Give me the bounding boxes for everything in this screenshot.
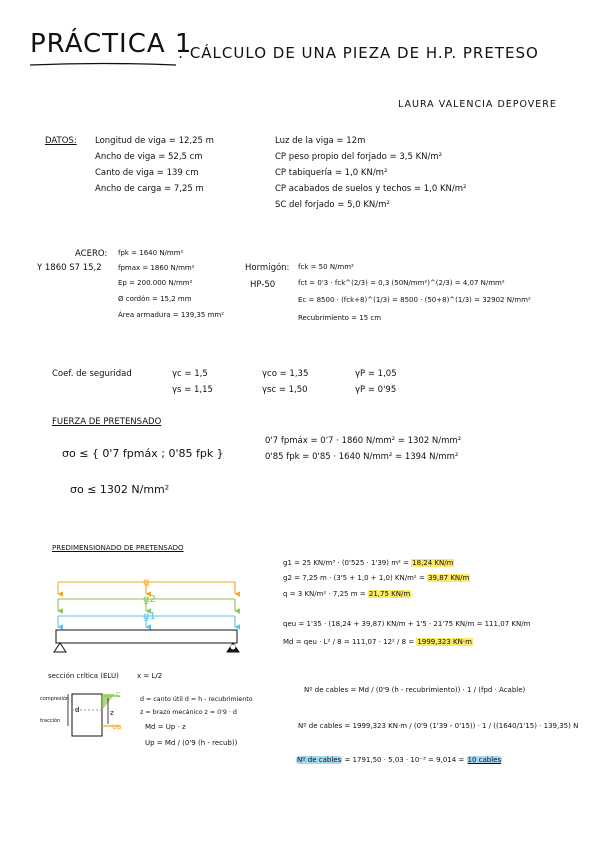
- gamma-p-1: γP = 1,05: [355, 369, 397, 379]
- datos-line: Longitud de viga = 12,25 m: [95, 136, 214, 146]
- acero-line: Área armadura = 139,35 mm²: [118, 311, 225, 319]
- fuerza-calc: 0'85 fpk = 0'85 · 1640 N/mm² = 1394 N/mm²: [265, 452, 459, 462]
- g1-calc: g1 = 25 KN/m³ · (0'525 · 1'39) m² = 18,24 KN/m: [283, 559, 454, 567]
- seccion-x: x = L/2: [137, 672, 163, 680]
- q-result: 21,75 KN/m: [368, 590, 411, 598]
- gamma-sc: γsc = 1,50: [262, 385, 308, 395]
- d-label: d: [75, 706, 80, 714]
- qeu-calc: qeu = 1'35 · (18,24 + 39,87) KN/m + 1'5 · 21'75 KN/m = 111,07 KN/m: [283, 620, 531, 628]
- fuerza-calc: 0'7 fpmáx = 0'7 · 1860 N/mm² = 1302 N/mm²: [265, 436, 462, 446]
- acero-heading: ACERO:: [75, 249, 108, 259]
- acero-line: Ep = 200.000 N/mm²: [118, 279, 193, 287]
- hormigon-type: HP-50: [250, 280, 276, 290]
- hormigon-heading: Hormigón:: [245, 263, 290, 273]
- datos-line: Canto de viga = 139 cm: [95, 168, 199, 178]
- q-calc: q = 3 KN/m² · 7,25 m = 21,75 KN/m: [283, 590, 411, 598]
- label-q: q: [143, 577, 150, 588]
- acero-type: Y 1860 S7 15,2: [37, 263, 102, 273]
- datos-line: CP peso propio del forjado = 3,5 KN/m²: [275, 152, 443, 162]
- page-title: PRÁCTICA 1: [30, 29, 193, 59]
- gamma-p-2: γP = 0'95: [355, 385, 397, 395]
- beam: [56, 630, 237, 643]
- md-eq: Md = Up · z: [145, 723, 186, 731]
- fuerza-formula: σo ≤ { 0'7 fpmáx ; 0'85 fpk }: [62, 447, 224, 460]
- hormigon-line: fck = 50 N/mm²: [298, 263, 354, 271]
- seccion-label: sección crítica (ELU): [48, 672, 119, 680]
- hormigon-line: fct = 0'3 · fck^(2/3) = 0,3 (50N/mm²)^(2/3) = 4,07 N/mm²: [298, 279, 505, 287]
- ncables-substituted: Nº de cables = 1999,323 KN·m / (0'9 (1'39 - 0'15)) · 1 / ((1640/1'15) · 139,35) N: [298, 722, 579, 730]
- def-line: d = canto útil d = h - recubrimiento: [140, 696, 253, 703]
- datos-line: CP tabiquería = 1,0 KN/m²: [275, 168, 388, 178]
- datos-line: SC del forjado = 5,0 KN/m²: [275, 200, 390, 210]
- page-subtitle: : CÁLCULO DE UNA PIEZA DE H.P. PRETESO: [178, 44, 539, 62]
- ncables-label: Nº de cables: [297, 756, 342, 764]
- hormigon-line: Ec = 8500 · (fck+8)^(1/3) = 8500 · (50+8)^(1/3) = 32902 N/mm²: [298, 296, 531, 304]
- ncables-formula: Nº de cables = Md / (0'9 (h - recubrimiento)) · 1 / (fpd · Acable): [304, 686, 526, 694]
- gamma-co: γco = 1,35: [262, 369, 309, 379]
- hormigon-line: Recubrimiento = 15 cm: [298, 314, 382, 322]
- datos-line: Ancho de carga = 7,25 m: [95, 184, 204, 194]
- datos-line: Ancho de viga = 52,5 cm: [95, 152, 203, 162]
- gamma-c: γc = 1,5: [172, 369, 208, 379]
- g2-calc: g2 = 7,25 m · (3'5 + 1,0 + 1,0) KN/m² = 39,87 KN/m: [283, 574, 470, 582]
- title-underline: [28, 62, 178, 68]
- gamma-s: γs = 1,15: [172, 385, 213, 395]
- coef-label: Coef. de seguridad: [52, 369, 132, 379]
- author-name: LAURA VALENCIA DEPOVERE: [398, 99, 557, 110]
- datos-line: Luz de la viga = 12m: [275, 136, 366, 146]
- label-g1: g1: [143, 611, 156, 622]
- z-label: z: [110, 709, 114, 717]
- g1-result: 18,24 KN/m: [412, 559, 454, 567]
- datos-heading: DATOS:: [45, 136, 77, 146]
- predim-heading: PREDIMENSIONADO DE PRETENSADO: [52, 544, 184, 552]
- md-result: 1999,323 KN·m: [417, 638, 472, 646]
- up-label: Up: [112, 723, 122, 731]
- support-left: [54, 643, 66, 652]
- label-g2: g2: [143, 594, 156, 605]
- ncables-final: 10 cables: [467, 756, 502, 764]
- acero-line: fpmax = 1860 N/mm²: [118, 264, 195, 272]
- datos-line: CP acabados de suelos y techos = 1,0 KN/m²: [275, 184, 467, 194]
- fuerza-result: σo ≤ 1302 N/mm²: [70, 483, 170, 496]
- ncables-result: Nº de cables = 1791,50 · 5,03 · 10⁻³ = 9,014 = 10 cables: [297, 756, 502, 764]
- up-eq: Up = Md / (0'9 (h - recub)): [145, 739, 238, 747]
- c-label: C: [116, 691, 121, 699]
- traccion-label: tracción: [40, 718, 61, 724]
- g2-result: 39,87 KN/m: [428, 574, 470, 582]
- fuerza-heading: FUERZA DE PRETENSADO: [52, 417, 162, 427]
- acero-line: fpk = 1640 N/mm²: [118, 249, 184, 257]
- acero-line: Ø cordón = 15,2 mm: [118, 295, 192, 303]
- compresion-label: compresión: [40, 696, 70, 702]
- md-calc: Md = qeu · L² / 8 = 111,07 · 12² / 8 = 1999,323 KN·m: [283, 638, 472, 646]
- def-line: z = brazo mecánico z = 0'9 · d: [140, 709, 237, 716]
